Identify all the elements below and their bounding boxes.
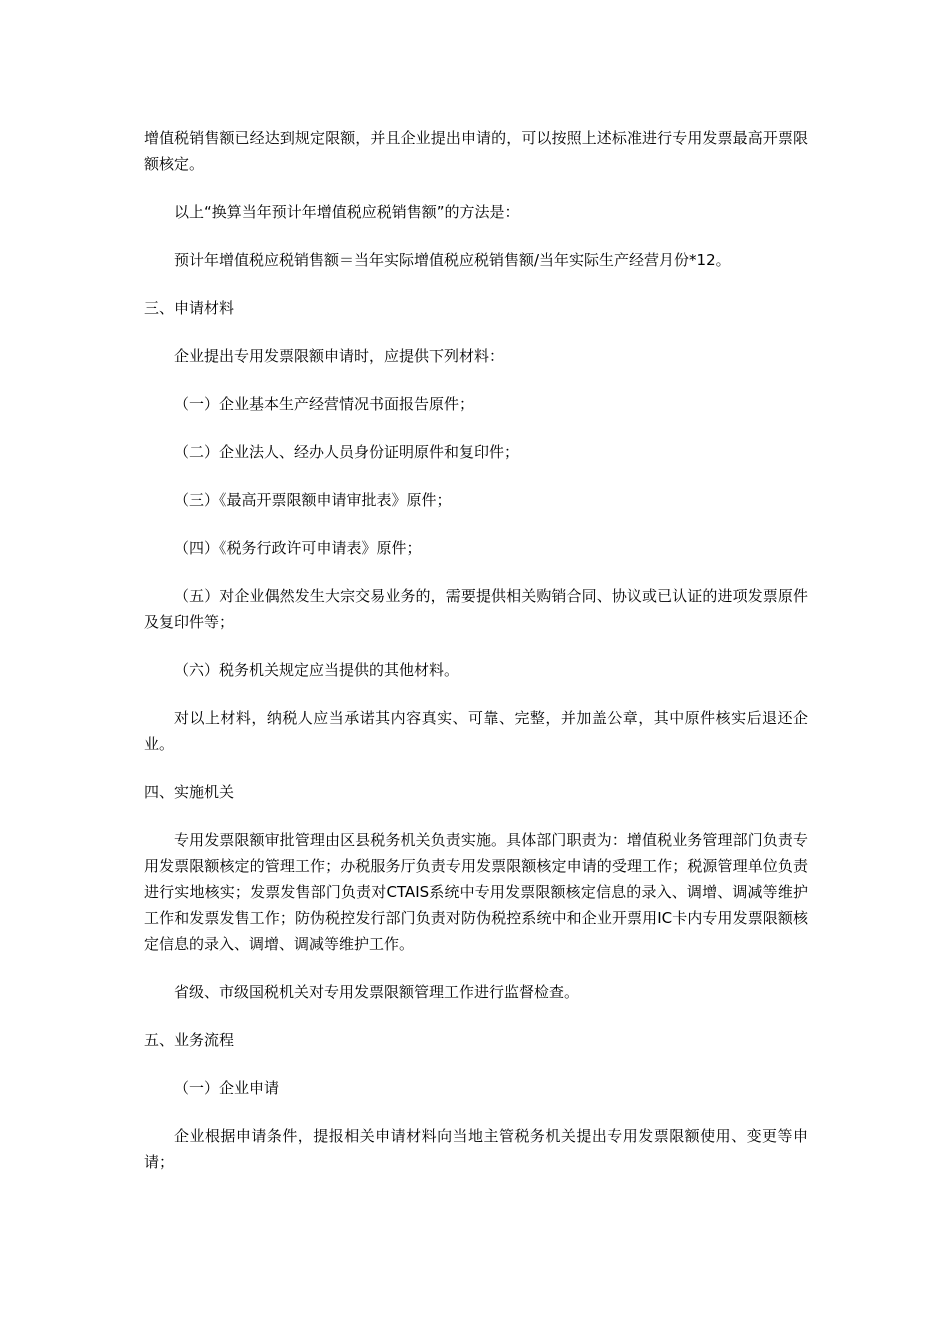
paragraph-supervision: 省级、市级国税机关对专用发票限额管理工作进行监督检查。 [174,983,580,1001]
document-body [144,125,808,1197]
section-heading-materials: 三、申请材料 [144,299,235,317]
list-item-material-3: （三）《最高开票限额申请审批表》原件； [174,491,452,509]
section-heading-agency: 四、实施机关 [144,783,235,801]
subheading-enterprise-application: （一）企业申请 [174,1079,280,1097]
list-item-material-5: （五）对企业偶然发生大宗交易业务的，需要提供相关购销合同、协议或已认证的进项发票原件及复印件等； [144,587,808,631]
paragraph-formula: 预计年增值税应税销售额＝当年实际增值税应税销售额/当年实际生产经营月份*12。 [174,251,731,269]
paragraph-continuation: 增值税销售额已经达到规定限额，并且企业提出申请的，可以按照上述标准进行专用发票最高开票限额核定。 [144,129,808,173]
list-item-material-1: （一）企业基本生产经营情况书面报告原件； [174,395,475,413]
section-heading-process: 五、业务流程 [144,1031,235,1049]
paragraph-application-process: 企业根据申请条件，提报相关申请材料向当地主管税务机关提出专用发票限额使用、变更等申请； [144,1127,808,1171]
paragraph-materials-intro: 企业提出专用发票限额申请时，应提供下列材料： [174,347,505,365]
paragraph-conversion-method: 以上“换算当年预计年增值税应税销售额”的方法是： [174,203,520,221]
paragraph-materials-commitment: 对以上材料，纳税人应当承诺其内容真实、可靠、完整，并加盖公章，其中原件核实后退还企业。 [144,709,808,753]
list-item-material-6: （六）税务机关规定应当提供的其他材料。 [174,661,460,679]
paragraph-agency-duties: 专用发票限额审批管理由区县税务机关负责实施。具体部门职责为：增值税业务管理部门负责专用发票限额核定的管理工作；办税服务厅负责专用发票限额核定申请的受理工作；税源管理单位负责进行实地核实；发票发售部门负责对CTAIS系统中专用发票限额核定信息的录入、调增、调减等维护工作和发票发售工作；防伪税控发行部门负责对防伪税控系统中和企业开票用IC卡内专用发票限额核定信息的录入、调增、调减等维护工作。 [144,831,808,953]
list-item-material-2: （二）企业法人、经办人员身份证明原件和复印件； [174,443,520,461]
list-item-material-4: （四）《税务行政许可申请表》原件； [174,539,422,557]
